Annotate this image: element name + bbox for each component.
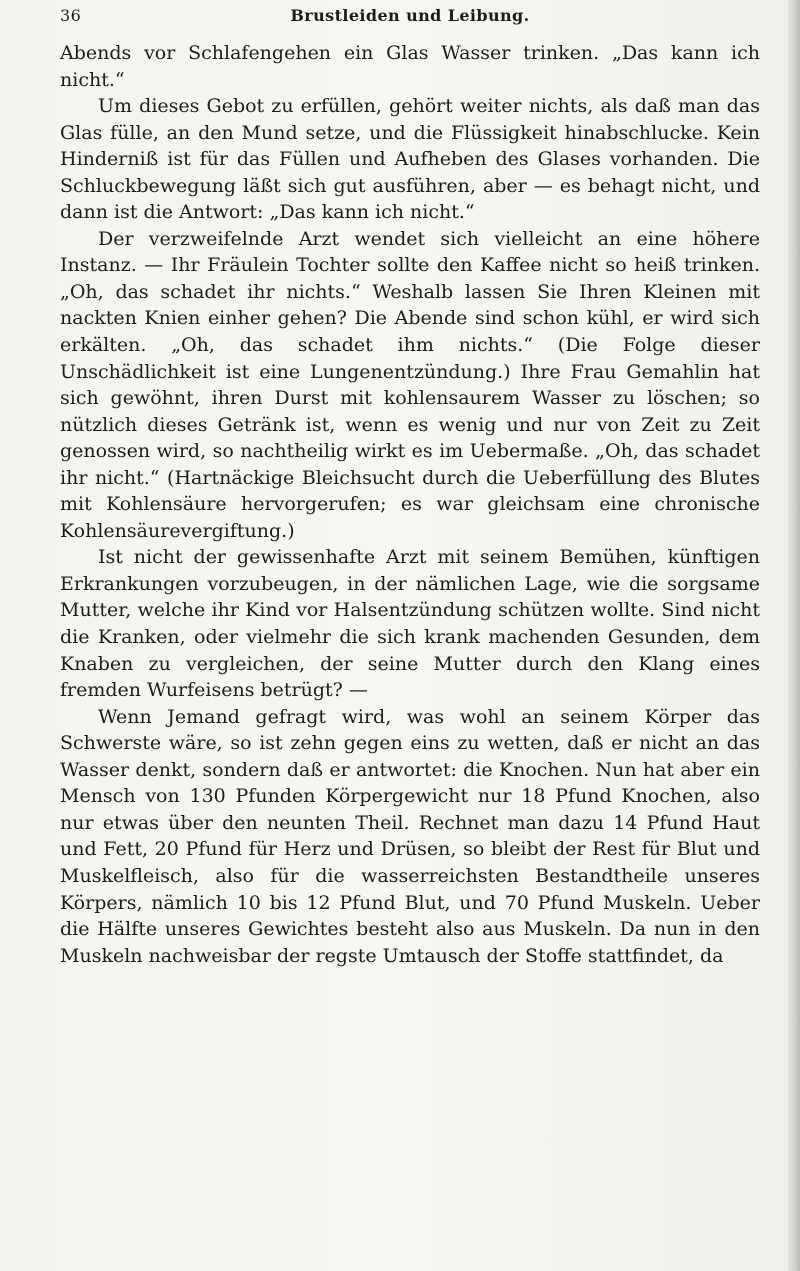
paragraph: Abends vor Schlafengehen ein Glas Wasser trinken. „Das kann ich nicht.“ bbox=[60, 42, 760, 91]
paragraph: Um dieses Gebot zu erfüllen, gehört weiter nichts, als daß man das Glas fülle, an den Mund setze, und die Flüssigkeit hinabschlucke. Kein Hinderniß ist für das Füllen und Aufheben des Glases vorhanden. Die Schluckbewegung läßt sich gut ausführen, aber — es behagt nicht, und dann ist die Antwort: „Das kann ich nicht.“ bbox=[60, 95, 760, 224]
paragraph: Wenn Jemand gefragt wird, was wohl an seinem Körper das Schwerste wäre, so ist zehn gegen eins zu wetten, daß er nicht an das Wasser denkt, sondern daß er antwortet: die Knochen. Nun hat aber ein Mensch von 130 Pfunden Körpergewicht nur 18 Pfund Knochen, also nur etwas über den neunten Theil. Rechnet man dazu 14 Pfund Haut und Fett, 20 Pfund für Herz und Drüsen, so bleibt der Rest für Blut und Muskelfleisch, also für die wasserreichsten Bestandtheile unseres Körpers, nämlich 10 bis 12 Pfund Blut, und 70 Pfund Muskeln. Ueber die Hälfte unseres Gewichtes besteht also aus Muskeln. Da nun in den Muskeln nachweisbar der regste Umtausch der Stoffe stattfindet, da bbox=[60, 705, 760, 967]
page-number: 36 bbox=[60, 6, 82, 25]
paragraph: Der verzweifelnde Arzt wendet sich vielleicht an eine höhere Instanz. — Ihr Fräulein Tochter sollte den Kaffee nicht so heiß trinken. „Oh, das schadet ihr nichts.“ Weshalb lassen Sie Ihren Kleinen mit nackten Knien einher gehen? Die Abende sind schon kühl, er wird sich erkälten. „Oh, das schadet ihm nichts.“ (Die Folge dieser Unschädlichkeit ist eine Lungenentzündung.) Ihre Frau Gemahlin hat sich gewöhnt, ihren Durst mit kohlensaurem Wasser zu löschen; so nützlich dieses Getränk ist, wenn es wenig und nur von Zeit zu Zeit genossen wird, so nachtheilig wirkt es im Uebermaße. „Oh, das schadet ihr nicht.“ (Hartnäckige Bleichsucht durch die Ueberfüllung des Blutes mit Kohlensäure hervorgerufen; es war gleichsam eine chronische Kohlensäurevergiftung.) bbox=[60, 227, 760, 542]
page-header bbox=[60, 4, 760, 28]
paragraph: Ist nicht der gewissenhafte Arzt mit seinem Bemühen, künftigen Erkrankungen vorzubeugen, in der nämlichen Lage, wie die sorgsame Mutter, welche ihr Kind vor Halsentzündung schützen wollte. Sind nicht die Kranken, oder vielmehr die sich krank machenden Gesunden, dem Knaben zu vergleichen, der seine Mutter durch den Klang eines fremden Wurfeisens betrügt? — bbox=[60, 546, 760, 702]
body-text bbox=[60, 40, 760, 969]
running-title: Brustleiden und Leibung. bbox=[290, 6, 530, 25]
page-edge-shadow bbox=[788, 0, 800, 1271]
